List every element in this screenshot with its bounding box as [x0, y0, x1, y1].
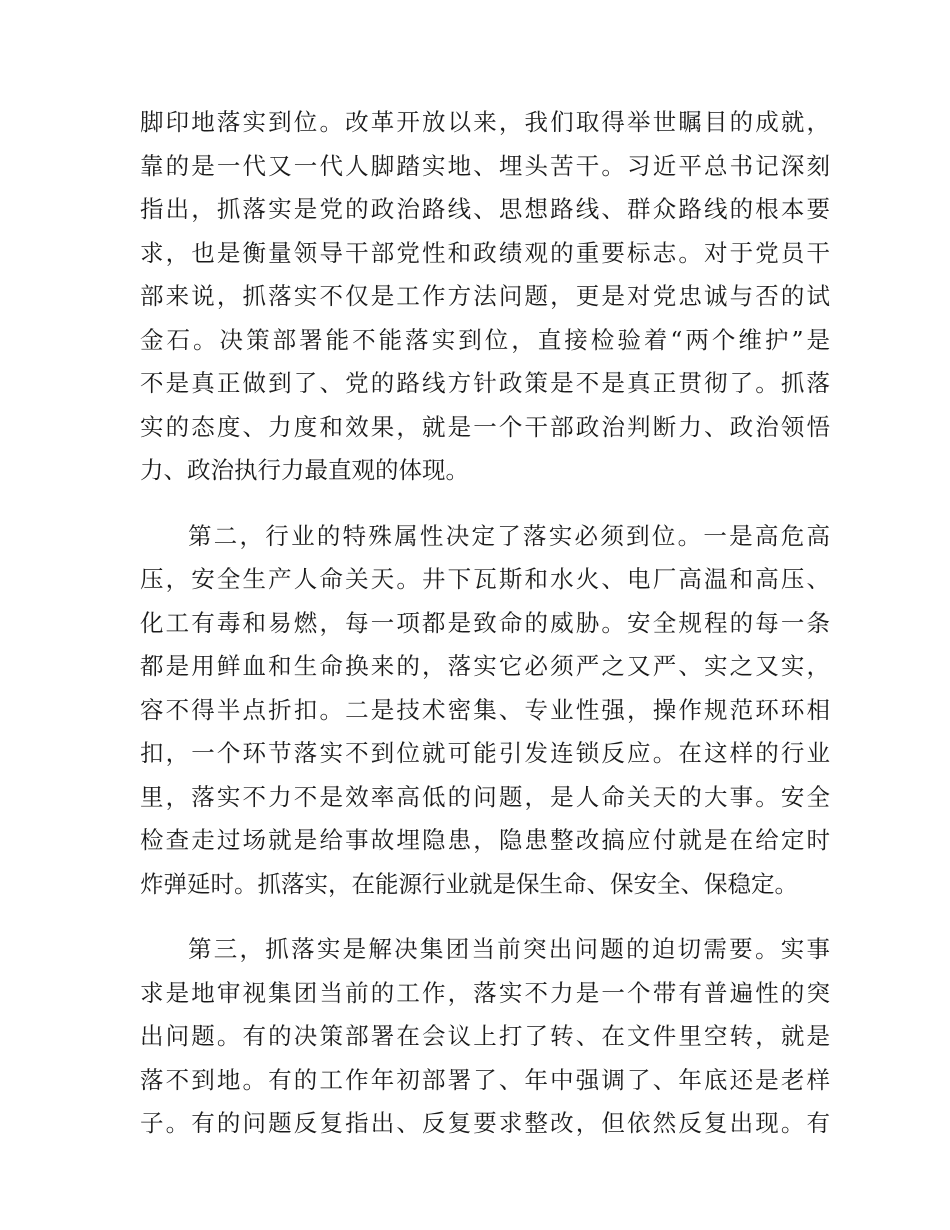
paragraph-spacing	[140, 906, 830, 928]
paragraph-3	[140, 928, 830, 1146]
text-line: 第三，抓落实是解决集团当前突出问题的迫切需要。实事	[188, 935, 830, 963]
text-line: 出问题。有的决策部署在会议上打了转、在文件里空转，就是	[140, 1022, 830, 1050]
text-line: 化工有毒和易燃，每一项都是致命的威胁。安全规程的每一条	[140, 608, 830, 637]
text-line: 里，落实不力不是效率高低的问题，是人命关天的大事。安全	[140, 782, 830, 811]
text-line: 都是用鲜血和生命换来的，落实它必须严之又严、实之又实，	[140, 652, 830, 680]
text-line: 靠的是一代又一代人脚踏实地、埋头苦干。习近平总书记深刻	[140, 151, 830, 180]
text-line: 第二，行业的特殊属性决定了落实必须到位。一是高危高	[188, 521, 830, 550]
text-line: 落不到地。有的工作年初部署了、年中强调了、年底还是老样	[140, 1065, 830, 1094]
text-line: 部来说，抓落实不仅是工作方法问题，更是对党忠诚与否的试	[140, 282, 830, 310]
text-line: 脚印地落实到位。改革开放以来，我们取得举世瞩目的成就，	[140, 108, 830, 136]
text-line: 力、政治执行力最直观的体现。	[140, 456, 469, 484]
text-line: 不是真正做到了、党的路线方针政策是不是真正贯彻了。抓落	[140, 369, 830, 397]
text-line: 金石。决策部署能不能落实到位，直接检验着“两个维护”是	[140, 325, 830, 354]
text-line: 检查走过场就是给事故埋隐患，隐患整改搞应付就是在给定时	[140, 826, 830, 854]
paragraph-2	[140, 515, 830, 907]
text-line: 压，安全生产人命关天。井下瓦斯和水火、电厂高温和高压、	[140, 565, 830, 593]
paragraph-1	[140, 101, 830, 493]
text-line: 指出，抓落实是党的政治路线、思想路线、群众路线的根本要	[140, 195, 830, 223]
text-line: 炸弹延时。抓落实，在能源行业就是保生命、保安全、保稳定。	[140, 869, 798, 898]
text-line: 扣，一个环节落实不到位就可能引发连锁反应。在这样的行业	[140, 739, 830, 767]
text-line: 实的态度、力度和效果，就是一个干部政治判断力、政治领悟	[140, 412, 830, 441]
text-line: 容不得半点折扣。二是技术密集、专业性强，操作规范环环相	[140, 695, 830, 724]
paragraph-spacing	[140, 493, 830, 515]
text-line: 求，也是衡量领导干部党性和政绩观的重要标志。对于党员干	[140, 238, 830, 267]
text-line: 求是地审视集团当前的工作，落实不力是一个带有普遍性的突	[140, 978, 830, 1007]
text-line: 子。有的问题反复指出、反复要求整改，但依然反复出现。有	[140, 1109, 830, 1137]
document-body	[140, 101, 830, 1146]
